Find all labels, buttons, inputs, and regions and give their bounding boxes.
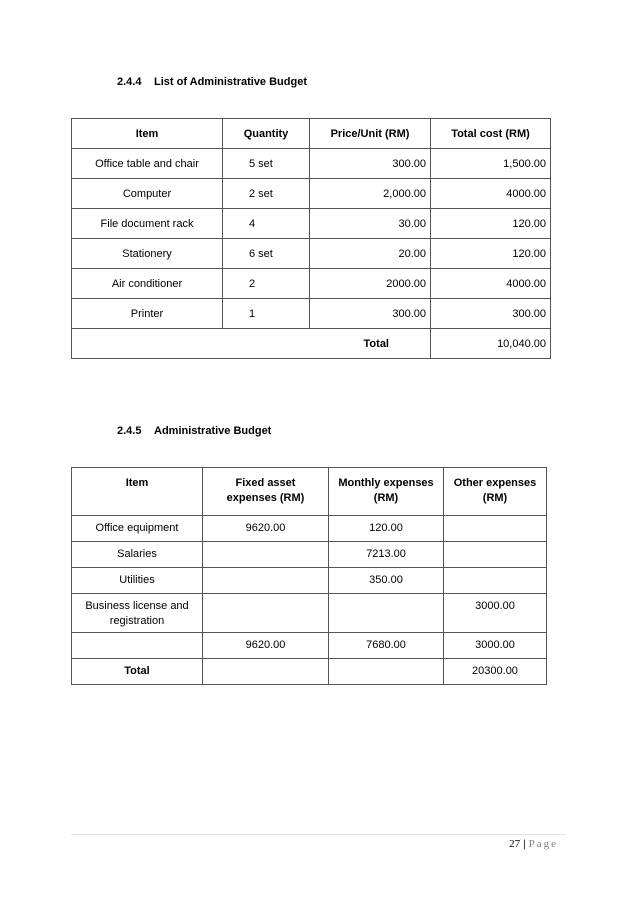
table-row <box>72 542 547 568</box>
table-row <box>72 179 551 209</box>
footer-separator: | <box>523 838 526 850</box>
cell-quantity: 5 set <box>223 149 310 179</box>
cell-total: 120.00 <box>431 239 551 269</box>
table-row <box>72 299 551 329</box>
cell-item: Business license and registration <box>72 594 203 633</box>
total-value: 10,040.00 <box>431 329 551 359</box>
cell-fixed: 9620.00 <box>203 633 329 659</box>
cell-item: File document rack <box>72 209 223 239</box>
total-label: Total <box>72 329 431 359</box>
table-row <box>72 269 551 299</box>
cell-other: 3000.00 <box>444 594 547 633</box>
section-heading-2-4-4 <box>117 76 307 88</box>
cell-quantity: 4 <box>223 209 310 239</box>
cell-item: Computer <box>72 179 223 209</box>
cell-item: Salaries <box>72 542 203 568</box>
section-number: 2.4.4 <box>117 76 142 88</box>
section-number: 2.4.5 <box>117 425 142 437</box>
cell-item: Stationery <box>72 239 223 269</box>
header-total-cost: Total cost (RM) <box>431 119 551 149</box>
cell-fixed: 9620.00 <box>203 516 329 542</box>
table-row <box>72 516 547 542</box>
cell-total: 1,500.00 <box>431 149 551 179</box>
cell-quantity: 2 <box>223 269 310 299</box>
cell-price: 20.00 <box>310 239 431 269</box>
cell-fixed <box>203 542 329 568</box>
admin-budget-table <box>71 467 547 685</box>
cell-other <box>444 516 547 542</box>
table-row <box>72 594 547 633</box>
cell-monthly: 350.00 <box>329 568 444 594</box>
admin-budget-list-table <box>71 118 551 359</box>
total-row <box>72 659 547 685</box>
cell-monthly: 7213.00 <box>329 542 444 568</box>
cell-other <box>444 568 547 594</box>
cell-total: 4000.00 <box>431 269 551 299</box>
cell-total: 4000.00 <box>431 179 551 209</box>
section-title: List of Administrative Budget <box>154 76 307 88</box>
total-label: Total <box>72 659 203 685</box>
section-title: Administrative Budget <box>154 425 272 437</box>
cell-monthly: 7680.00 <box>329 633 444 659</box>
header-item: Item <box>72 119 223 149</box>
page-footer <box>509 838 558 850</box>
cell-other <box>444 542 547 568</box>
cell-monthly: 120.00 <box>329 516 444 542</box>
cell-total: 300.00 <box>431 299 551 329</box>
cell-total: 120.00 <box>431 209 551 239</box>
subtotal-row <box>72 633 547 659</box>
cell-item <box>72 633 203 659</box>
cell-monthly <box>329 659 444 685</box>
table-row <box>72 209 551 239</box>
cell-monthly <box>329 594 444 633</box>
cell-item: Air conditioner <box>72 269 223 299</box>
header-price-unit: Price/Unit (RM) <box>310 119 431 149</box>
cell-price: 2,000.00 <box>310 179 431 209</box>
total-value: 20300.00 <box>444 659 547 685</box>
header-quantity: Quantity <box>223 119 310 149</box>
table-row <box>72 149 551 179</box>
cell-fixed <box>203 594 329 633</box>
cell-item: Printer <box>72 299 223 329</box>
cell-fixed <box>203 568 329 594</box>
section-heading-2-4-5 <box>117 425 271 437</box>
cell-price: 30.00 <box>310 209 431 239</box>
page-number: 27 <box>509 838 521 850</box>
table-row <box>72 568 547 594</box>
cell-item: Office equipment <box>72 516 203 542</box>
header-item: Item <box>72 468 203 516</box>
cell-fixed <box>203 659 329 685</box>
footer-divider <box>71 834 566 835</box>
total-row <box>72 329 551 359</box>
page-word: Page <box>528 838 558 850</box>
cell-price: 2000.00 <box>310 269 431 299</box>
cell-other: 3000.00 <box>444 633 547 659</box>
table-row <box>72 239 551 269</box>
header-monthly: Monthly expenses (RM) <box>329 468 444 516</box>
table-header-row <box>72 468 547 516</box>
cell-quantity: 1 <box>223 299 310 329</box>
header-other: Other expenses (RM) <box>444 468 547 516</box>
header-fixed-asset: Fixed asset expenses (RM) <box>203 468 329 516</box>
table-header-row <box>72 119 551 149</box>
cell-price: 300.00 <box>310 299 431 329</box>
cell-quantity: 6 set <box>223 239 310 269</box>
cell-quantity: 2 set <box>223 179 310 209</box>
cell-item: Utilities <box>72 568 203 594</box>
cell-price: 300.00 <box>310 149 431 179</box>
cell-item: Office table and chair <box>72 149 223 179</box>
